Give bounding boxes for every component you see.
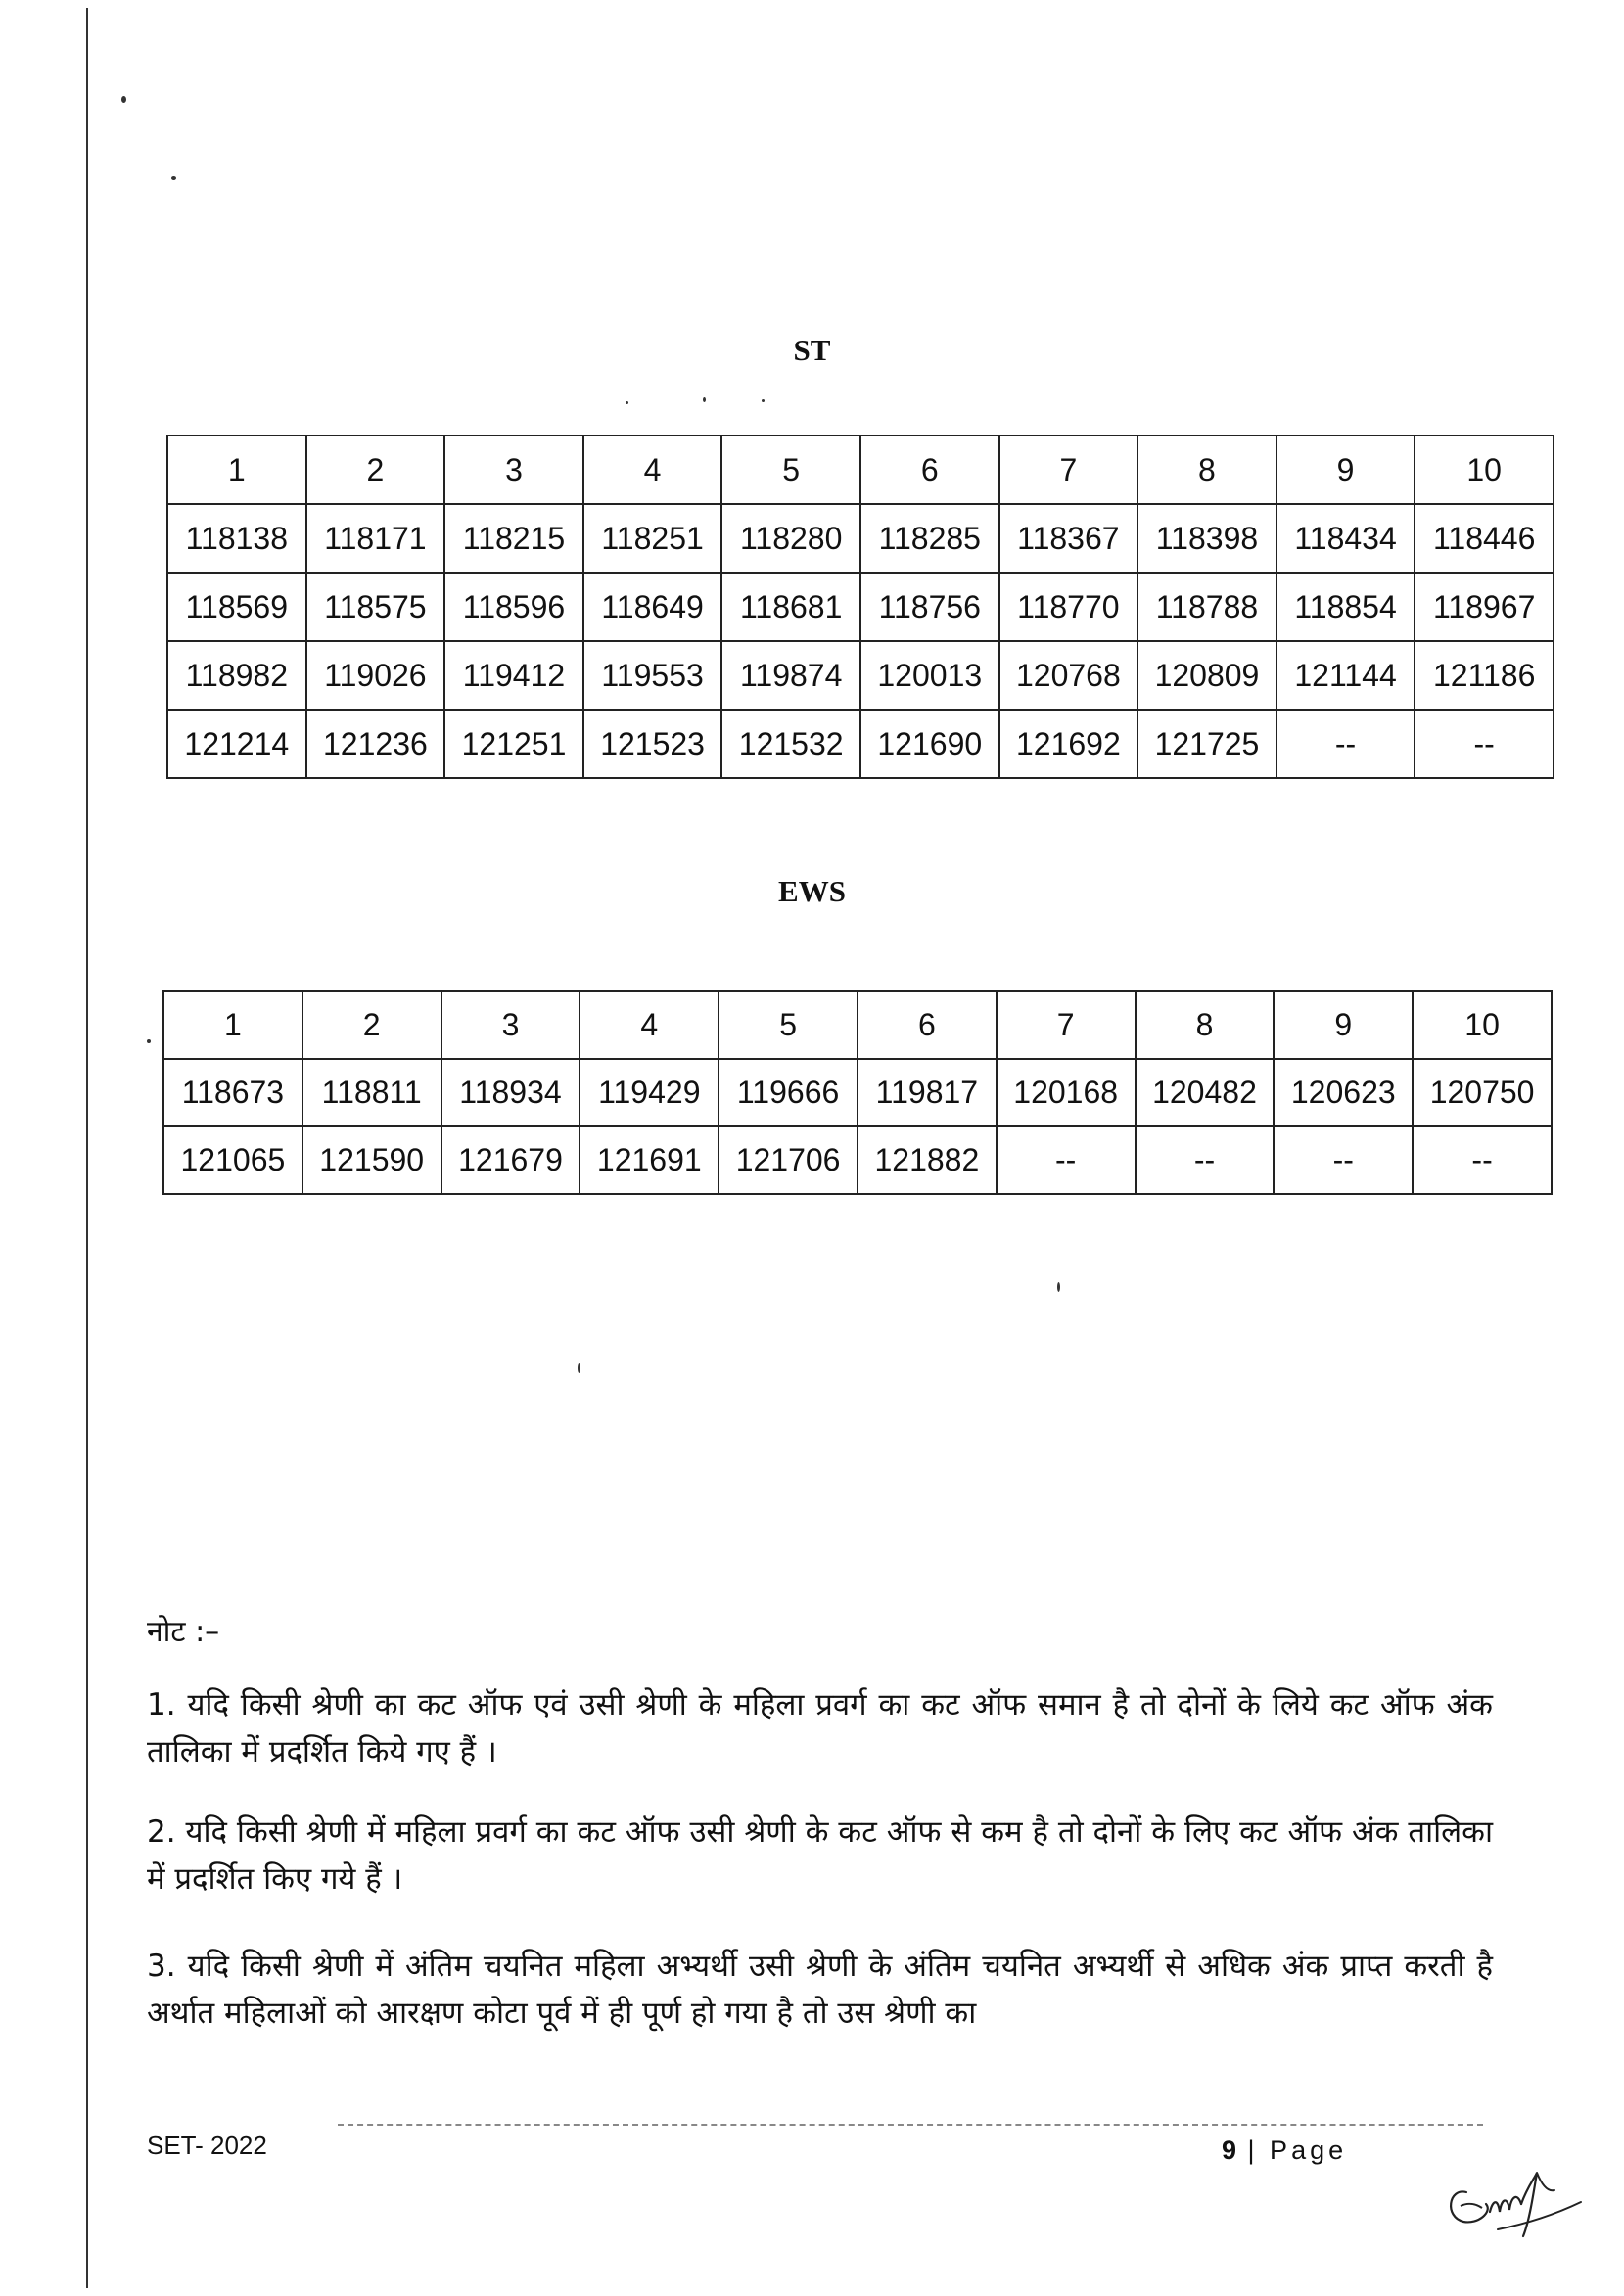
table-header-row [163, 991, 1552, 1059]
table-cell: -- [1276, 710, 1415, 778]
table-cell: 120623 [1274, 1059, 1413, 1126]
table-row [167, 573, 1554, 641]
table-cell: 121186 [1415, 641, 1554, 710]
table-row [167, 504, 1554, 573]
table-cell: 121691 [580, 1126, 719, 1194]
scan-speck [762, 399, 765, 402]
table-cell: 121236 [306, 710, 445, 778]
table-header-cell: 4 [583, 436, 722, 504]
table-header-cell: 5 [719, 991, 858, 1059]
table-header-cell: 2 [302, 991, 441, 1059]
table-cell: 119412 [444, 641, 583, 710]
footer-divider [338, 2124, 1483, 2126]
table-header-cell: 6 [858, 991, 997, 1059]
table-cell: 121214 [167, 710, 306, 778]
table-cell: 120809 [1137, 641, 1276, 710]
table-cell: 118596 [444, 573, 583, 641]
table-cell: -- [997, 1126, 1136, 1194]
scan-speck [626, 401, 628, 404]
st-heading: ST [793, 333, 831, 367]
table-header-cell: 2 [306, 436, 445, 504]
table-cell: 118138 [167, 504, 306, 573]
table-cell: 121065 [163, 1126, 302, 1194]
table-cell: 118569 [167, 573, 306, 641]
table-cell: 119817 [858, 1059, 997, 1126]
table-cell: 118285 [860, 504, 999, 573]
table-cell: 118215 [444, 504, 583, 573]
table-header-cell: 7 [999, 436, 1138, 504]
table-cell: 118770 [999, 573, 1138, 641]
table-cell: 121690 [860, 710, 999, 778]
table-cell: 118280 [721, 504, 860, 573]
table-cell: 118673 [163, 1059, 302, 1126]
note-item-1: 1. यदि किसी श्रेणी का कट ऑफ एवं उसी श्रेणी के महिला प्रवर्ग का कट ऑफ समान है तो दोनों के लिये कट ऑफ अंक तालिका में प्रदर्शित किये गए हैं । [147, 1687, 1493, 1769]
ews-table [162, 990, 1553, 1195]
table-header-cell: 8 [1137, 436, 1276, 504]
ews-heading: EWS [778, 874, 846, 908]
table-cell: 118811 [302, 1059, 441, 1126]
notes-title: नोट :– [147, 1615, 220, 1649]
table-row [163, 1126, 1552, 1194]
table-cell: 118756 [860, 573, 999, 641]
table-cell: 121532 [721, 710, 860, 778]
table-cell: 121706 [719, 1126, 858, 1194]
footer-page-indicator [1222, 2135, 1347, 2166]
table-header-cell: 8 [1136, 991, 1275, 1059]
scan-speck [147, 1039, 151, 1043]
footer-document-code: SET- 2022 [147, 2131, 267, 2160]
table-cell: 121692 [999, 710, 1138, 778]
table-cell: 118982 [167, 641, 306, 710]
table-cell: 118171 [306, 504, 445, 573]
note-item-2: 2. यदि किसी श्रेणी में महिला प्रवर्ग का कट ऑफ उसी श्रेणी के कट ऑफ से कम है तो दोनों के लिए कट ऑफ अंक तालिका में प्रदर्शित किए गये हैं । [147, 1814, 1493, 1897]
table-row [167, 710, 1554, 778]
scan-speck [171, 176, 176, 180]
page-number: 9 [1222, 2135, 1237, 2165]
table-cell: 118649 [583, 573, 722, 641]
scan-speck [703, 397, 706, 402]
table-cell: -- [1413, 1126, 1552, 1194]
table-cell: 118251 [583, 504, 722, 573]
note-item-3: 3. यदि किसी श्रेणी में अंतिम चयनित महिला अभ्यर्थी उसी श्रेणी के अंतिम चयनित अभ्यर्थी से अधिक अंक प्राप्त करती है अर्थात महिलाओं को आरक्षण कोटा पूर्व में ही पूर्ण हो गया है तो उस श्रेणी का [147, 1949, 1493, 2031]
table-cell: 119429 [580, 1059, 719, 1126]
table-cell: 121590 [302, 1126, 441, 1194]
table-cell: 121144 [1276, 641, 1415, 710]
table-header-cell: 3 [444, 436, 583, 504]
table-cell: 118788 [1137, 573, 1276, 641]
scan-speck [121, 96, 126, 103]
table-header-cell: 1 [163, 991, 302, 1059]
table-cell: 119026 [306, 641, 445, 710]
table-header-cell: 10 [1415, 436, 1554, 504]
table-cell: 119874 [721, 641, 860, 710]
scan-speck [578, 1363, 580, 1373]
table-cell: 120482 [1136, 1059, 1275, 1126]
table-cell: 118934 [441, 1059, 580, 1126]
table-cell: 118967 [1415, 573, 1554, 641]
table-cell: 121523 [583, 710, 722, 778]
table-cell: -- [1274, 1126, 1413, 1194]
table-cell: 120768 [999, 641, 1138, 710]
table-cell: 118681 [721, 573, 860, 641]
page-label: | Page [1247, 2135, 1348, 2165]
st-table [166, 435, 1554, 779]
table-cell: 118367 [999, 504, 1138, 573]
table-header-cell: 5 [721, 436, 860, 504]
table-header-cell: 10 [1413, 991, 1552, 1059]
table-header-cell: 3 [441, 991, 580, 1059]
table-cell: 119666 [719, 1059, 858, 1126]
table-header-cell: 6 [860, 436, 999, 504]
table-cell: -- [1415, 710, 1554, 778]
table-header-cell: 1 [167, 436, 306, 504]
table-cell: 118575 [306, 573, 445, 641]
table-cell: 120168 [997, 1059, 1136, 1126]
handwritten-signature [1439, 2163, 1586, 2241]
table-cell: 121679 [441, 1126, 580, 1194]
table-cell: 118434 [1276, 504, 1415, 573]
table-header-cell: 9 [1276, 436, 1415, 504]
table-header-cell: 4 [580, 991, 719, 1059]
table-header-cell: 9 [1274, 991, 1413, 1059]
table-cell: 118446 [1415, 504, 1554, 573]
table-cell: 121725 [1137, 710, 1276, 778]
table-header-row [167, 436, 1554, 504]
table-header-cell: 7 [997, 991, 1136, 1059]
table-cell: 118854 [1276, 573, 1415, 641]
table-cell: 118398 [1137, 504, 1276, 573]
scan-speck [1057, 1282, 1060, 1292]
table-cell: 121882 [858, 1126, 997, 1194]
table-cell: 120750 [1413, 1059, 1552, 1126]
table-cell: -- [1136, 1126, 1275, 1194]
table-cell: 119553 [583, 641, 722, 710]
table-cell: 121251 [444, 710, 583, 778]
table-cell: 120013 [860, 641, 999, 710]
table-row [163, 1059, 1552, 1126]
table-row [167, 641, 1554, 710]
